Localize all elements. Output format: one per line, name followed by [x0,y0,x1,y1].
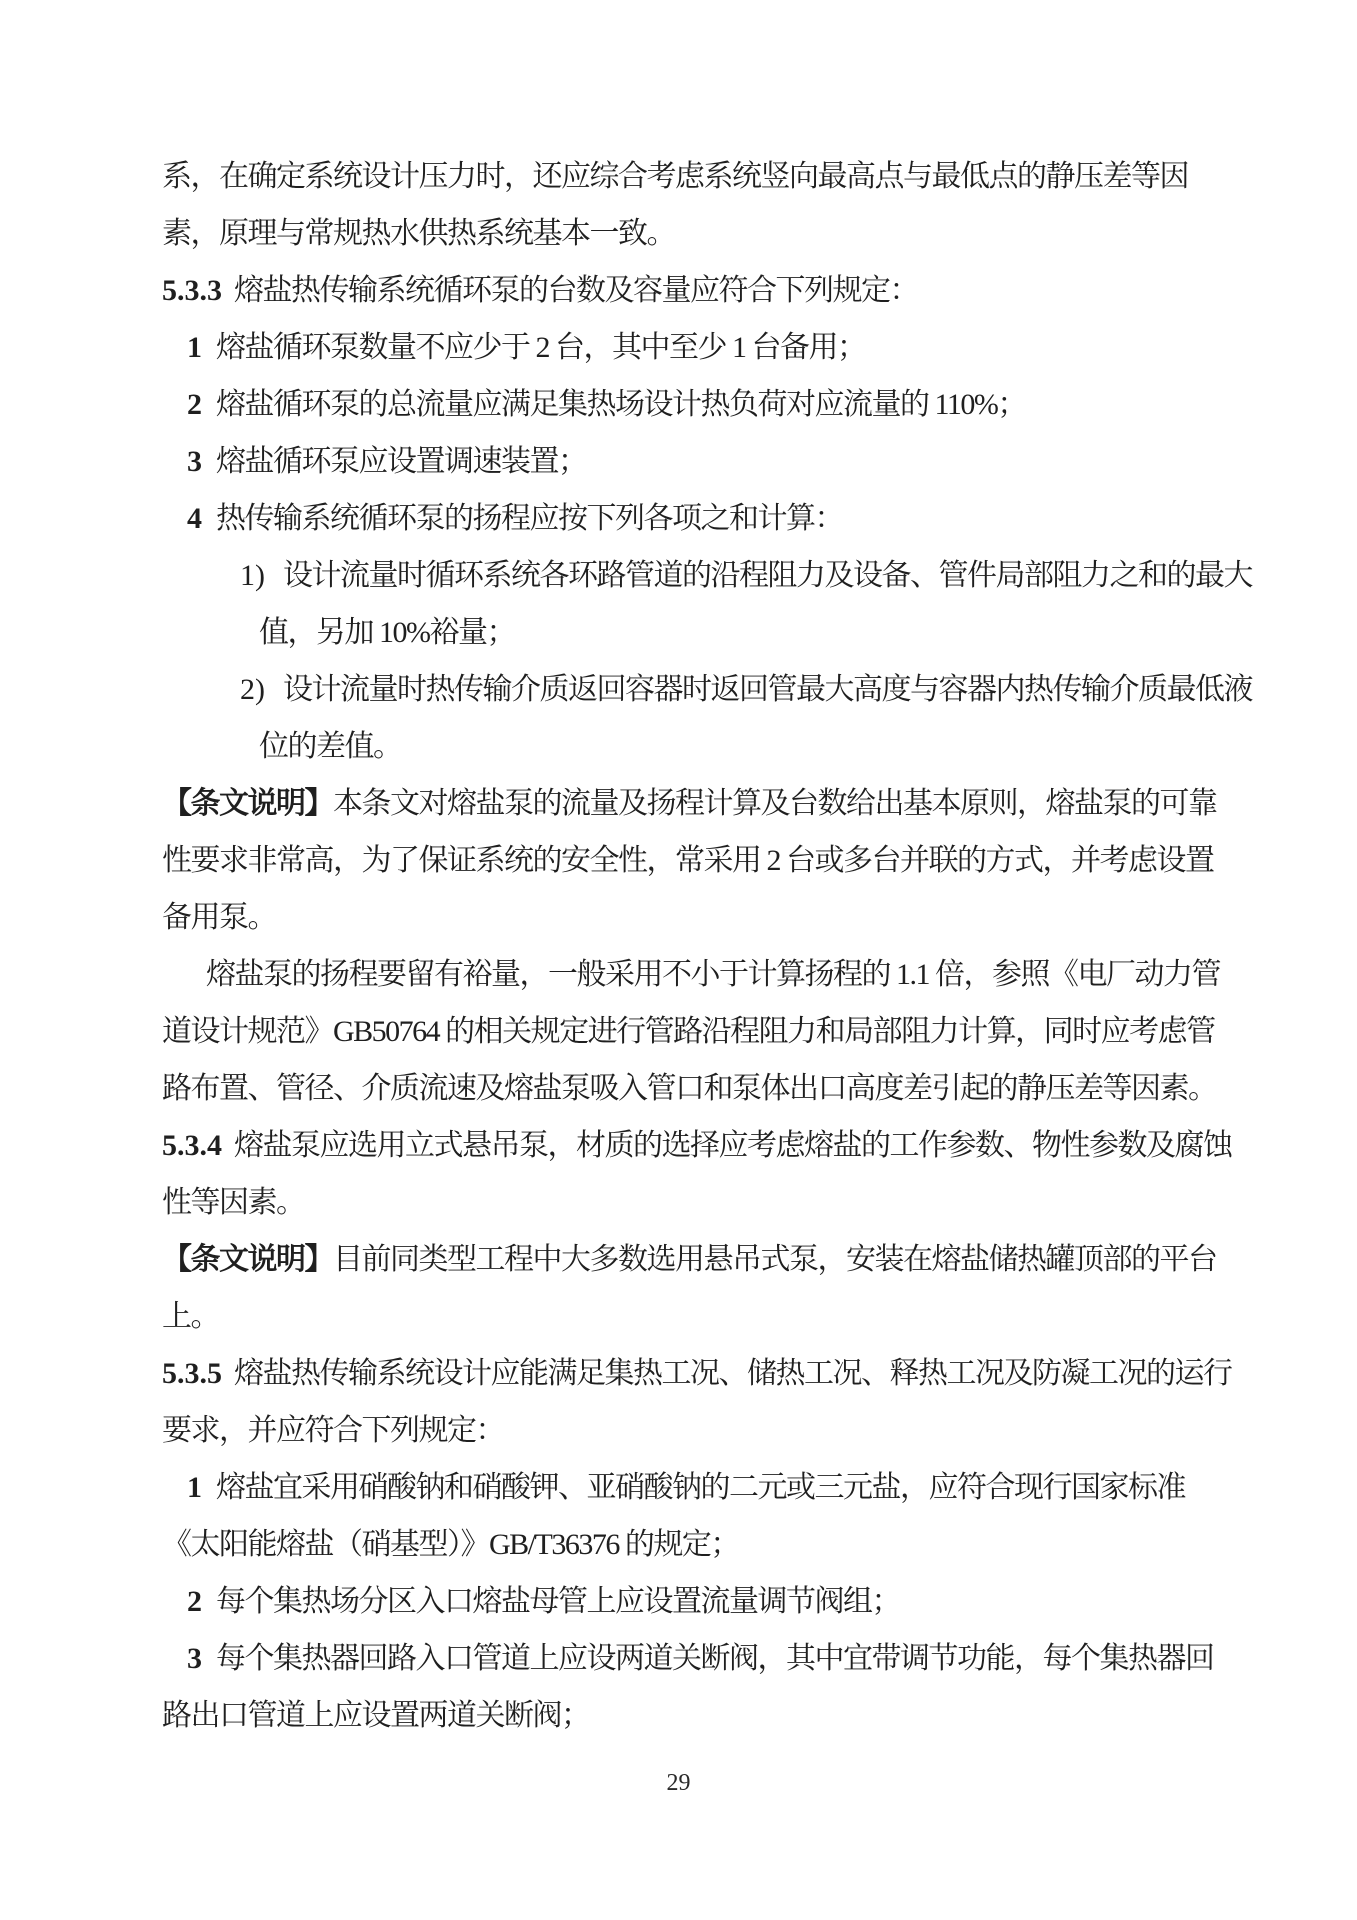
line-text: 《太阳能熔盐（硝基型）》GB/T36376 的规定； [162,1528,739,1561]
note-label: 【条文说明】 [162,1243,333,1276]
clause-number: 1) [240,559,265,592]
text-line [162,661,1262,718]
line-text: 熔盐循环泵的总流量应满足集热场设计热负荷对应流量的 110%； [216,388,1026,421]
text-line [162,1516,1262,1573]
line-text: 熔盐宜采用硝酸钠和硝酸钾、亚硝酸钠的二元或三元盐，应符合现行国家标准 [216,1471,1185,1504]
text-line [162,1003,1262,1060]
text-line [162,547,1262,604]
line-text: 性要求非常高，为了保证系统的安全性，常采用 2 台或多台并联的方式，并考虑设置 [162,844,1214,877]
text-line [162,1630,1262,1687]
clause-number: 5.3.4 [162,1129,222,1162]
clause-number: 1 [187,331,202,364]
text-line [162,1288,1262,1345]
line-text: 备用泵。 [162,901,276,934]
text-line [162,1402,1262,1459]
text-line [162,1345,1262,1402]
line-text: 熔盐热传输系统循环泵的台数及容量应符合下列规定： [234,274,918,307]
text-line [162,946,1262,1003]
line-text: 要求，并应符合下列规定： [162,1414,504,1447]
line-text: 值，另加 10%裕量； [259,616,515,649]
clause-number: 2) [240,673,265,706]
line-text: 每个集热场分区入口熔盐母管上应设置流量调节阀组； [216,1585,900,1618]
text-line [162,490,1262,547]
text-line [162,1231,1262,1288]
line-text: 熔盐循环泵应设置调速装置； [216,445,587,478]
line-text: 素，原理与常规热水供热系统基本一致。 [162,217,675,250]
line-text: 道设计规范》GB50764 的相关规定进行管路沿程阻力和局部阻力计算，同时应考虑管 [162,1015,1215,1048]
text-line [162,889,1262,946]
line-text: 性等因素。 [162,1186,305,1219]
text-line [162,148,1262,205]
note-label: 【条文说明】 [162,787,333,820]
line-text: 上。 [162,1300,219,1333]
clause-number: 2 [187,388,202,421]
clause-number: 5.3.5 [162,1357,222,1390]
clause-number: 2 [187,1585,202,1618]
text-line [162,1117,1262,1174]
text-line [162,832,1262,889]
line-text: 路出口管道上应设置两道关断阀； [162,1699,590,1732]
line-text: 位的差值。 [259,730,402,763]
text-line [162,1060,1262,1117]
line-text: 本条文对熔盐泵的流量及扬程计算及台数给出基本原则，熔盐泵的可靠 [333,787,1217,820]
line-text: 熔盐泵的扬程要留有裕量，一般采用不小于计算扬程的 1.1 倍，参照《电厂动力管 [206,958,1220,991]
line-text: 熔盐热传输系统设计应能满足集热工况、储热工况、释热工况及防凝工况的运行 [234,1357,1232,1390]
text-line [162,718,1262,775]
line-text: 每个集热器回路入口管道上应设两道关断阀，其中宜带调节功能，每个集热器回 [216,1642,1214,1675]
text-line [162,1459,1262,1516]
line-text: 路布置、管径、介质流速及熔盐泵吸入管口和泵体出口高度差引起的静压差等因素。 [162,1072,1217,1105]
line-text: 目前同类型工程中大多数选用悬吊式泵，安装在熔盐储热罐顶部的平台 [333,1243,1217,1276]
line-text: 系，在确定系统设计压力时，还应综合考虑系统竖向最高点与最低点的静压差等因 [162,160,1188,193]
line-text: 设计流量时循环系统各环路管道的沿程阻力及设备、管件局部阻力之和的最大 [283,559,1252,592]
text-line [162,775,1262,832]
text-line [162,433,1262,490]
line-text: 熔盐泵应选用立式悬吊泵，材质的选择应考虑熔盐的工作参数、物性参数及腐蚀 [234,1129,1232,1162]
text-line [162,604,1262,661]
clause-number: 3 [187,445,202,478]
line-text: 熔盐循环泵数量不应少于 2 台，其中至少 1 台备用； [216,331,866,364]
text-line [162,376,1262,433]
clause-number: 4 [187,502,202,535]
line-text: 热传输系统循环泵的扬程应按下列各项之和计算： [216,502,843,535]
clause-number: 1 [187,1471,202,1504]
text-line [162,262,1262,319]
clause-number: 3 [187,1642,202,1675]
text-line [162,1174,1262,1231]
clause-number: 5.3.3 [162,274,222,307]
line-text: 设计流量时热传输介质返回容器时返回管最大高度与容器内热传输介质最低液 [283,673,1252,706]
text-line [162,1573,1262,1630]
page-number: 29 [666,1770,691,1796]
text-line [162,319,1262,376]
text-line [162,205,1262,262]
text-line [162,1687,1262,1744]
document-body [162,148,1262,1744]
